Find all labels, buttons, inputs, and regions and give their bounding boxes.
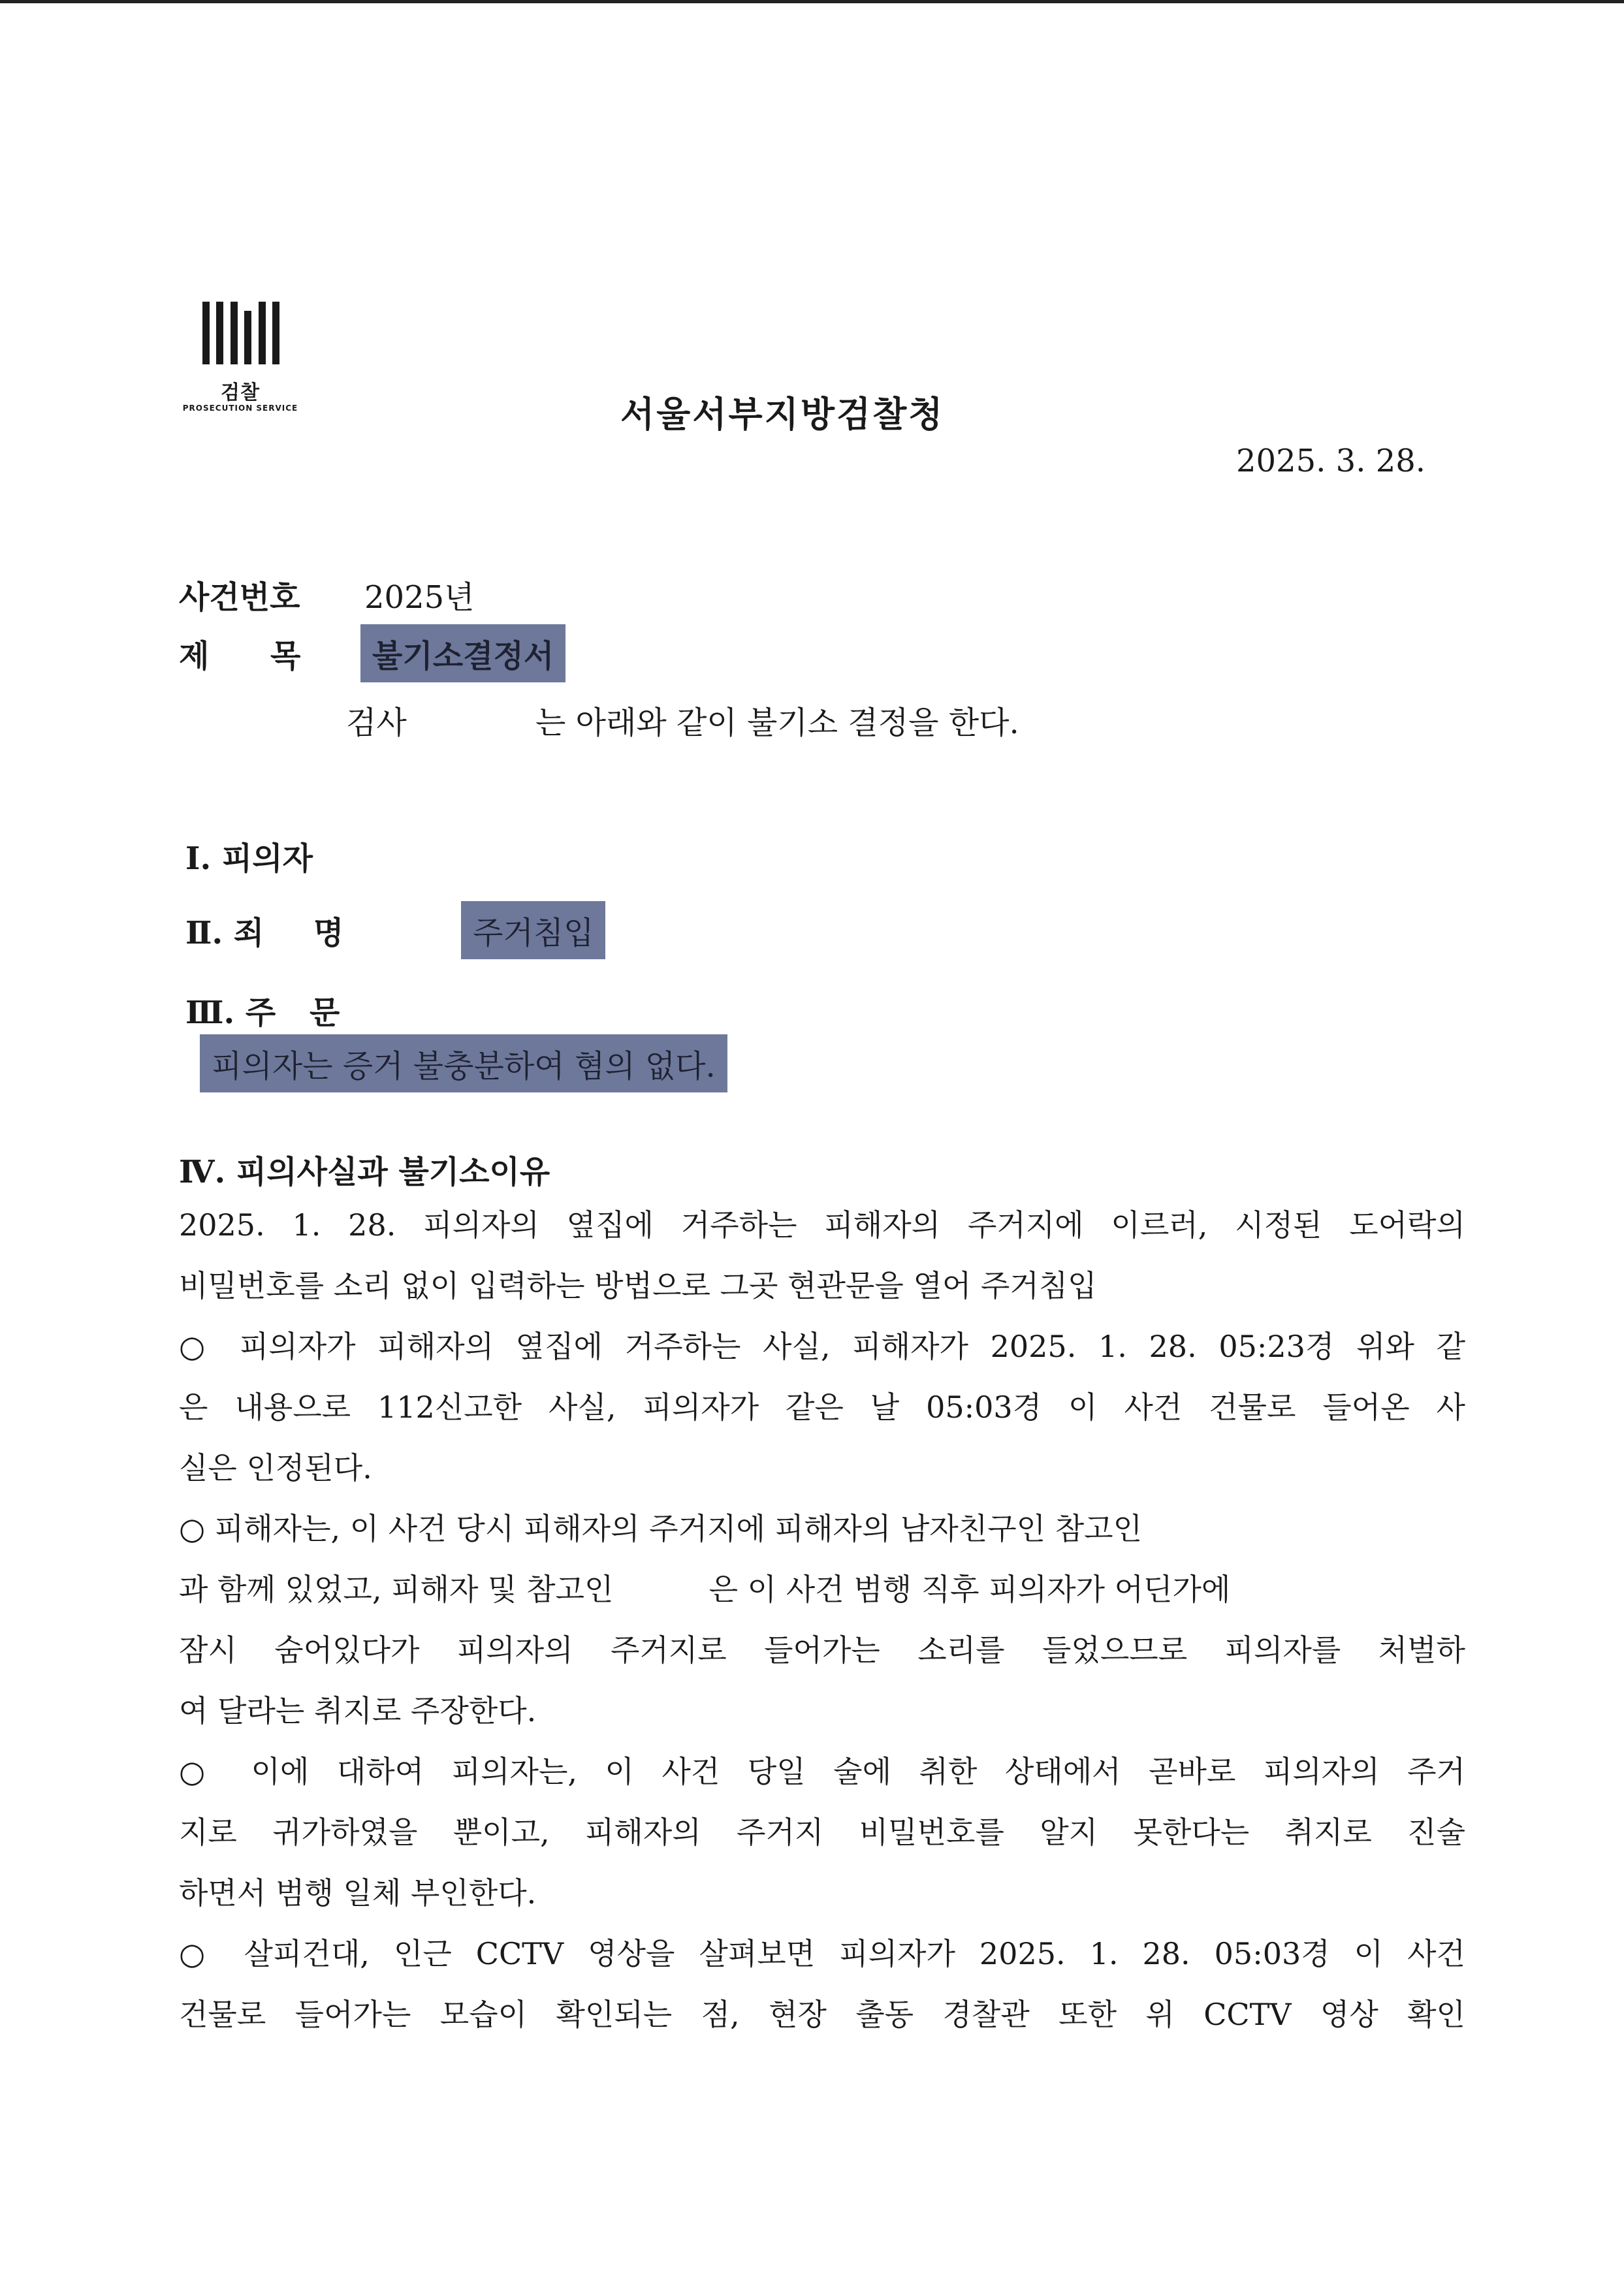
body-line: ○ 살피건대, 인근 CCTV 영상을 살펴보면 피의자가 2025. 1. 28. 05:03경 이 사건	[179, 1936, 1465, 1971]
section-reasons	[179, 1147, 963, 1190]
title-label-second: 목	[270, 638, 301, 675]
document-date: 2025. 3. 28.	[1236, 443, 1426, 479]
decision-row	[346, 697, 1260, 741]
body-line: 2025. 1. 28. 피의자의 옆집에 거주하는 피해자의 주거지에 이르러, 시정된 도어락의	[179, 1207, 1465, 1243]
section-charge	[185, 908, 773, 960]
body-line: 건물로 들어가는 모습이 확인되는 점, 현장 출동 경찰관 또한 위 CCTV 영상 확인	[179, 1997, 1465, 2032]
section-order-label: Ⅲ. 주	[185, 994, 276, 1031]
body-line: 비밀번호를 소리 없이 입력하는 방법으로 그곳 현관문을 열어 주거침입	[179, 1268, 1097, 1303]
reasons-body	[179, 1195, 1465, 2045]
section-suspect-label: Ⅰ. 피의자	[185, 840, 313, 877]
section-suspect	[185, 833, 577, 877]
body-line: 실은 인정된다.	[179, 1450, 372, 1486]
section-reasons-label: Ⅳ. 피의사실과 불기소이유	[179, 1154, 550, 1190]
title-row	[179, 631, 767, 683]
case-number-value: 2025년	[364, 579, 475, 616]
case-number-label: 사건번호	[179, 579, 300, 616]
title-label-first: 제	[179, 638, 210, 675]
section-charge-label-b: 명	[313, 915, 344, 951]
order-value-row	[200, 1041, 983, 1093]
logo-bars-icon	[202, 302, 279, 364]
charge-value-highlight: 주거침입	[461, 901, 605, 959]
case-number-row	[179, 572, 767, 616]
title-value-highlight: 불기소결정서	[360, 624, 565, 682]
section-order-label-b: 문	[310, 994, 340, 1031]
body-line: 지로 귀가하였을 뿐이고, 피해자의 주거지 비밀번호를 알지 못한다는 취지로 진술	[179, 1815, 1465, 1850]
body-line: 잠시 숨어있다가 피의자의 주거지로 들어가는 소리를 들었으므로 피의자를 처벌하	[179, 1632, 1465, 1668]
body-line: ○ 이에 대하여 피의자는, 이 사건 당일 술에 취한 상태에서 곧바로 피의자의 주거	[179, 1754, 1465, 1789]
prosecution-logo	[175, 302, 306, 426]
body-line: ○ 피해자는, 이 사건 당시 피해자의 주거지에 피해자의 남자친구인 참고인	[179, 1511, 1143, 1546]
top-border	[0, 0, 1624, 3]
body-line: 여 달라는 취지로 주장한다.	[179, 1693, 537, 1728]
body-line: 하면서 범행 일체 부인한다.	[179, 1875, 537, 1911]
body-line: 은 내용으로 112신고한 사실, 피의자가 같은 날 05:03경 이 사건 건물로 들어온 사	[179, 1390, 1465, 1425]
logo-text: 검찰	[221, 381, 260, 404]
section-charge-label: Ⅱ. 죄	[185, 915, 264, 951]
prosecutor-word: 검사	[346, 705, 407, 741]
section-order	[185, 987, 773, 1031]
office-title: 서울서부지방검찰청	[620, 393, 945, 435]
order-value-highlight: 피의자는 증거 불충분하여 혐의 없다.	[200, 1034, 727, 1092]
body-line: 과 함께 있었고, 피해자 및 참고인 은 이 사건 범행 직후 피의자가 어딘가에	[179, 1572, 1231, 1607]
decision-line: 는 아래와 같이 불기소 결정을 한다.	[535, 705, 1019, 741]
body-line: ○ 피의자가 피해자의 옆집에 거주하는 사실, 피해자가 2025. 1. 28. 05:23경 위와 같	[179, 1329, 1465, 1364]
logo-subtext: PROSECUTION SERVICE	[182, 404, 298, 413]
